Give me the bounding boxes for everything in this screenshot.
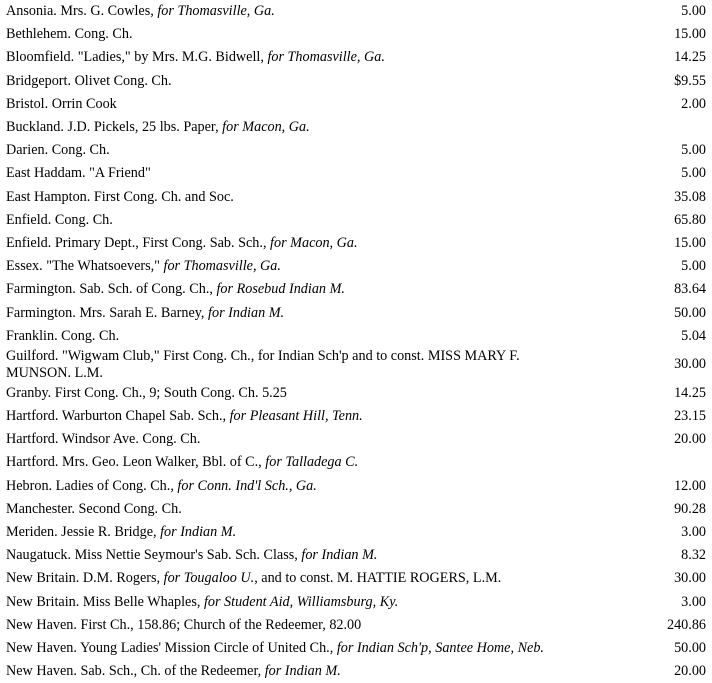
entry-place: New Haven.: [6, 639, 77, 656]
entry-amount: 5.04: [681, 327, 706, 344]
ledger-row: [0, 544, 712, 567]
entry-place: Manchester.: [6, 500, 75, 517]
entry-tail: , and to const. M. HATTIE ROGERS, L.M.: [254, 570, 502, 587]
ledger-row: [0, 451, 712, 474]
entry-donor: Jessie R. Bridge,: [57, 524, 161, 541]
entry-amount: 8.32: [681, 547, 706, 564]
entry-description: [0, 301, 592, 324]
entry-description: [0, 116, 592, 139]
entry-place: Farmington.: [6, 304, 76, 321]
entry-purpose: for Indian M.: [160, 524, 237, 541]
entry-description: [0, 614, 592, 637]
entry-donor: "The Whatsoevers,": [42, 258, 164, 275]
entry-purpose: for Indian M.: [264, 663, 341, 680]
entry-description: [0, 591, 592, 614]
entry-purpose: for Student Aid, Williamsburg, Ky.: [203, 593, 399, 610]
entry-donor: Mrs. Sarah E. Barney,: [75, 304, 209, 321]
ledger-row: [0, 348, 712, 382]
entry-description: [0, 405, 592, 428]
entry-description: [0, 186, 592, 209]
entry-place: Meriden.: [6, 524, 58, 541]
entry-place: Naugatuck.: [6, 547, 72, 564]
ledger-row: [0, 405, 712, 428]
entry-purpose: for Macon, Ga.: [222, 119, 310, 136]
entry-amount: 30.00: [674, 570, 706, 587]
entry-amount: 15.00: [674, 234, 706, 251]
ledger-row: [0, 209, 712, 232]
entry-description: [0, 567, 592, 590]
entry-amount: 240.86: [666, 616, 706, 633]
entry-description: [0, 544, 592, 567]
entry-donor: "A Friend": [85, 165, 151, 182]
entry-purpose: for Thomasville, Ga.: [157, 3, 275, 20]
entry-place: East Haddam.: [6, 165, 86, 182]
entry-amount: 15.00: [674, 26, 706, 43]
entry-purpose: for Indian M.: [208, 304, 285, 321]
ledger-row: [0, 428, 712, 451]
entry-amount: 14.25: [674, 49, 706, 66]
ledger-row: [0, 139, 712, 162]
entry-donor: "Ladies," by Mrs. M.G. Bidwell,: [74, 49, 268, 66]
ledger-row: [0, 325, 712, 348]
entry-purpose: for Tougaloo U.: [163, 570, 255, 587]
entry-amount: 5.00: [681, 165, 706, 182]
entry-donor: Primary Dept., First Cong. Sab. Sch.,: [51, 234, 271, 251]
entry-place: Bloomfield.: [6, 49, 75, 66]
entry-donor: Second Cong. Ch.: [74, 500, 182, 517]
entry-amount: 5.00: [681, 258, 706, 275]
entry-description: [0, 451, 592, 474]
entry-amount: 50.00: [674, 639, 706, 656]
ledger-row: [0, 46, 712, 69]
entry-description: [0, 475, 592, 498]
entry-donor: Ladies of Cong. Ch.,: [52, 477, 178, 494]
entry-place: Bridgeport.: [6, 72, 72, 89]
entry-description: [0, 139, 592, 162]
entry-donor: Miss Belle Whaples,: [79, 593, 204, 610]
ledger-row: [0, 614, 712, 637]
entry-amount: 12.00: [674, 477, 706, 494]
entry-amount: 65.80: [674, 211, 706, 228]
entry-amount: 50.00: [674, 304, 706, 321]
entry-description: [0, 255, 592, 278]
entry-description: [0, 498, 592, 521]
entry-place: Essex.: [6, 258, 43, 275]
entry-donor: First Cong. Ch., 9; South Cong. Ch. 5.25: [51, 384, 287, 401]
entry-description: [0, 23, 592, 46]
ledger-row: [0, 382, 712, 405]
entry-donor: Mrs. Geo. Leon Walker, Bbl. of C.,: [58, 454, 266, 471]
ledger-row: [0, 0, 712, 23]
entry-donor: Cong. Ch.: [71, 26, 133, 43]
entry-purpose: for Rosebud Indian M.: [216, 281, 345, 298]
entry-amount: 20.00: [674, 431, 706, 448]
entry-place: Buckland.: [6, 119, 64, 136]
ledger-row: [0, 567, 712, 590]
entry-donor: Warburton Chapel Sab. Sch.,: [58, 408, 230, 425]
entry-place: Granby.: [6, 384, 52, 401]
entry-amount: 23.15: [674, 408, 706, 425]
entry-donor: Windsor Ave. Cong. Ch.: [58, 431, 201, 448]
ledger-row: [0, 591, 712, 614]
entry-place: New Haven.: [6, 663, 77, 680]
entry-description: [0, 637, 592, 660]
entry-place: Franklin.: [6, 327, 58, 344]
entry-place: Farmington.: [6, 281, 76, 298]
entry-donor: Olivet Cong. Ch.: [71, 72, 172, 89]
ledger-row: [0, 186, 712, 209]
ledger-row: [0, 232, 712, 255]
entry-donor: Cong. Ch.: [57, 327, 120, 344]
entry-place: Hartford.: [6, 408, 59, 425]
entry-description: [0, 93, 592, 116]
entry-donor: Miss Nettie Seymour's Sab. Sch. Class,: [71, 547, 302, 564]
entry-purpose: for Talladega C.: [265, 454, 359, 471]
entry-purpose: for Indian Sch'p, Santee Home, Neb.: [336, 639, 544, 656]
ledger-row: [0, 116, 712, 139]
entry-purpose: for Thomasville, Ga.: [163, 258, 281, 275]
entry-place: Hartford.: [6, 431, 59, 448]
entry-amount: 14.25: [674, 384, 706, 401]
entry-donor: Sab. Sch. of Cong. Ch.,: [75, 281, 217, 298]
entry-donor: D.M. Rogers,: [79, 570, 164, 587]
entry-description: [0, 70, 592, 93]
entry-purpose: for Conn. Ind'l Sch., Ga.: [177, 477, 317, 494]
entry-donor: Sab. Sch., Ch. of the Redeemer,: [76, 663, 265, 680]
ledger-row: [0, 162, 712, 185]
entry-place: Darien.: [6, 142, 49, 159]
entry-amount: 5.00: [681, 3, 706, 20]
entry-amount: 20.00: [674, 663, 706, 680]
entry-purpose: for Thomasville, Ga.: [267, 49, 385, 66]
ledger-row: [0, 301, 712, 324]
entry-donor: First Cong. Ch. and Soc.: [90, 188, 234, 205]
entry-place: Bethlehem.: [6, 26, 72, 43]
entry-amount: 30.00: [674, 356, 706, 373]
entry-purpose: for Pleasant Hill, Tenn.: [229, 408, 363, 425]
entry-amount: 3.00: [681, 524, 706, 541]
entry-donor: "Wigwam Club," First Cong. Ch., for Indian Sch'p and to const. MISS MARY F. MUNSON. L.M.: [6, 347, 520, 381]
entry-amount: $9.55: [674, 72, 706, 89]
entry-donor: First Ch., 158.86; Church of the Redeemer, 82.00: [76, 616, 362, 633]
ledger-row: [0, 70, 712, 93]
entry-description: [0, 162, 592, 185]
entry-amount: 35.08: [674, 188, 706, 205]
entry-amount: 2.00: [681, 95, 706, 112]
entry-description: [0, 521, 592, 544]
entry-donor: Mrs. G. Cowles,: [56, 3, 158, 20]
entry-place: Hartford.: [6, 454, 59, 471]
entry-place: New Britain.: [6, 570, 80, 587]
entry-amount: 5.00: [681, 142, 706, 159]
entry-description: [0, 46, 592, 69]
entry-purpose: for Macon, Ga.: [270, 234, 358, 251]
entry-place: Enfield.: [6, 234, 52, 251]
entry-donor: J.D. Pickels, 25 lbs. Paper,: [63, 119, 223, 136]
entry-description: [0, 209, 592, 232]
entry-amount: 3.00: [681, 593, 706, 610]
entry-place: Bristol.: [6, 95, 49, 112]
entry-amount: [592, 451, 712, 474]
entry-amount: 90.28: [674, 500, 706, 517]
entry-description: [0, 348, 592, 382]
entry-place: New Britain.: [6, 593, 80, 610]
entry-place: Hebron.: [6, 477, 53, 494]
entry-description: [0, 382, 592, 405]
entry-description: [0, 278, 592, 301]
ledger-row: [0, 521, 712, 544]
entry-place: East Hampton.: [6, 188, 91, 205]
ledger-row: [0, 660, 712, 683]
entry-donor: Cong. Ch.: [48, 142, 110, 159]
entry-description: [0, 325, 592, 348]
ledger-row: [0, 93, 712, 116]
entry-donor: Orrin Cook: [48, 95, 117, 112]
entry-description: [0, 0, 592, 23]
entry-donor: Cong. Ch.: [51, 211, 113, 228]
entry-description: [0, 232, 592, 255]
entry-description: [0, 660, 592, 683]
ledger-row: [0, 23, 712, 46]
ledger-row: [0, 255, 712, 278]
entry-purpose: for Indian M.: [301, 547, 378, 564]
entry-place: Enfield.: [6, 211, 52, 228]
entry-donor: Young Ladies' Mission Circle of United Ch.,: [76, 639, 337, 656]
ledger-row: [0, 278, 712, 301]
entry-place: Ansonia.: [6, 3, 57, 20]
ledger-row: [0, 475, 712, 498]
ledger-row: [0, 637, 712, 660]
entry-place: Guilford.: [6, 347, 59, 364]
ledger-row: [0, 498, 712, 521]
entry-amount: 83.64: [674, 281, 706, 298]
entry-amount: [592, 116, 712, 139]
entry-description: [0, 428, 592, 451]
entry-place: New Haven.: [6, 616, 77, 633]
